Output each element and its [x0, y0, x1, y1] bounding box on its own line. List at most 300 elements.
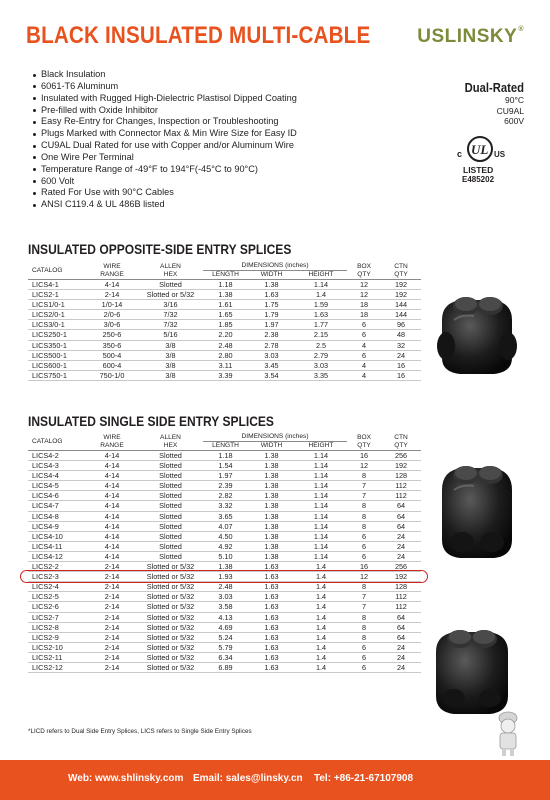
table-cell: 6: [347, 551, 381, 561]
table-cell: 7: [347, 481, 381, 491]
table-cell: 1.63: [248, 612, 295, 622]
table-cell: 24: [381, 350, 421, 360]
table-row: [28, 612, 421, 622]
table-cell: 1.4: [295, 290, 347, 300]
table-cell: 4-14: [86, 551, 138, 561]
table-row: [28, 622, 421, 632]
table-row: [28, 350, 421, 360]
table-cell: 6: [347, 350, 381, 360]
table-cell: 1.38: [248, 541, 295, 551]
table-row: [28, 330, 421, 340]
catalog-cell: LICS600-1: [28, 360, 86, 370]
phone-number[interactable]: Tel: +86-21-67107908: [314, 773, 414, 784]
table-cell: 1.65: [203, 310, 248, 320]
table-cell: 2-14: [86, 662, 138, 672]
table-cell: 1.63: [295, 310, 347, 320]
table-cell: 2.5: [295, 340, 347, 350]
table-cell: 12: [347, 461, 381, 471]
table-cell: 1.14: [295, 531, 347, 541]
table-row: [28, 652, 421, 662]
catalog-cell: LICS4-4: [28, 471, 86, 481]
table-cell: Slotted or 5/32: [138, 592, 203, 602]
table-cell: Slotted: [138, 551, 203, 561]
table-cell: 3/8: [138, 360, 203, 370]
catalog-cell: LICS4-8: [28, 511, 86, 521]
catalog-cell: LICS350-1: [28, 340, 86, 350]
feature-item: Insulated with Rugged High-Dielectric Plastisol Dipped Coating: [33, 93, 297, 105]
table-cell: 3/8: [138, 370, 203, 380]
table-cell: 4-14: [86, 501, 138, 511]
table-cell: 1.63: [248, 622, 295, 632]
table-cell: 1.93: [203, 572, 248, 582]
table-cell: 4.07: [203, 521, 248, 531]
table-cell: Slotted or 5/32: [138, 622, 203, 632]
table-cell: 1.4: [295, 632, 347, 642]
feature-item: Black Insulation: [33, 69, 297, 81]
table-row: [28, 360, 421, 370]
table-cell: 4.69: [203, 622, 248, 632]
col-width: WIDTH: [248, 442, 295, 451]
table-cell: Slotted or 5/32: [138, 662, 203, 672]
opposite-side-table: [28, 262, 421, 381]
catalog-cell: LICS2-10: [28, 642, 86, 652]
table-cell: 1.38: [203, 562, 248, 572]
feature-list: [33, 69, 297, 211]
col-height: HEIGHT: [295, 271, 347, 280]
table-cell: 7: [347, 592, 381, 602]
table-cell: Slotted: [138, 531, 203, 541]
table-cell: 18: [347, 310, 381, 320]
table-cell: 112: [381, 481, 421, 491]
mascot-icon: [493, 708, 523, 758]
ul-c-label: c: [457, 149, 463, 159]
feature-item: Plugs Marked with Connector Max & Min Wire Size for Easy ID: [33, 128, 297, 140]
table-row: [28, 632, 421, 642]
table-cell: 1.63: [248, 592, 295, 602]
table-cell: 3.45: [248, 360, 295, 370]
table-cell: 1.38: [248, 511, 295, 521]
table-cell: Slotted or 5/32: [138, 602, 203, 612]
table-cell: 1.38: [248, 531, 295, 541]
table-cell: 16: [347, 451, 381, 461]
catalog-cell: LICS1/0-1: [28, 300, 86, 310]
table-cell: 1.14: [295, 541, 347, 551]
table-cell: Slotted: [138, 280, 203, 290]
catalog-cell: LICS4-9: [28, 521, 86, 531]
footnote: *LICD refers to Dual Side Entry Splices, LICS refers to Single Side Entry Splices: [28, 728, 252, 735]
table-cell: 2.80: [203, 350, 248, 360]
section-title-opposite-side: INSULATED OPPOSITE-SIDE ENTRY SPLICES: [28, 241, 292, 257]
table-cell: 3.39: [203, 370, 248, 380]
table-cell: Slotted or 5/32: [138, 572, 203, 582]
table-cell: Slotted: [138, 471, 203, 481]
table-cell: 6: [347, 320, 381, 330]
catalog-cell: LICS2-1: [28, 290, 86, 300]
table-cell: 1.54: [203, 461, 248, 471]
table-row: [28, 551, 421, 561]
table-cell: 7/32: [138, 320, 203, 330]
table-cell: 6: [347, 330, 381, 340]
table-cell: 3.35: [295, 370, 347, 380]
table-cell: 1.63: [248, 582, 295, 592]
page-title: BLACK INSULATED MULTI-CABLE: [26, 22, 371, 49]
table-row: [28, 511, 421, 521]
rating-block: [458, 81, 524, 127]
table-cell: 6: [347, 652, 381, 662]
table-cell: 24: [381, 541, 421, 551]
table-row: [28, 481, 421, 491]
table-cell: 4: [347, 340, 381, 350]
catalog-cell: LICS500-1: [28, 350, 86, 360]
table-cell: 6.89: [203, 662, 248, 672]
col-catalog: CATALOG: [28, 262, 86, 280]
table-cell: 256: [381, 562, 421, 572]
table-cell: 1.63: [248, 662, 295, 672]
single-side-table: [28, 433, 421, 673]
table-cell: 8: [347, 632, 381, 642]
table-cell: 4.13: [203, 612, 248, 622]
contact-footer: [0, 760, 550, 800]
table-cell: 8: [347, 511, 381, 521]
rating-temp: 90°C: [505, 95, 524, 105]
brand-name: USLINSKY: [417, 26, 518, 47]
table-row: [28, 290, 421, 300]
table-cell: 4-14: [86, 531, 138, 541]
table-cell: 112: [381, 491, 421, 501]
col-width: WIDTH: [248, 271, 295, 280]
table-cell: 1.38: [248, 451, 295, 461]
table-cell: 2.20: [203, 330, 248, 340]
table-cell: 192: [381, 290, 421, 300]
opposite-side-rows: [28, 280, 421, 381]
table-cell: 64: [381, 612, 421, 622]
table-cell: Slotted or 5/32: [138, 652, 203, 662]
table-cell: 2-14: [86, 642, 138, 652]
table-cell: 24: [381, 652, 421, 662]
table-cell: 1.63: [248, 572, 295, 582]
table-cell: 2.39: [203, 481, 248, 491]
table-cell: 2.15: [295, 330, 347, 340]
catalog-cell: LICS4-7: [28, 501, 86, 511]
table-cell: 1.4: [295, 572, 347, 582]
col-length: LENGTH: [203, 271, 248, 280]
table-cell: 6.34: [203, 652, 248, 662]
feature-item: Easy Re-Entry for Changes, Inspection or Troubleshooting: [33, 116, 297, 128]
table-cell: 4-14: [86, 481, 138, 491]
table-cell: 2-14: [86, 652, 138, 662]
col-allen-hex: ALLEN HEX: [138, 262, 203, 280]
table-cell: 4: [347, 370, 381, 380]
col-wire-range: WIRE RANGE: [86, 433, 138, 451]
table-cell: 1.4: [295, 612, 347, 622]
table-row: [28, 531, 421, 541]
table-cell: 3.03: [248, 350, 295, 360]
table-cell: 1.38: [203, 290, 248, 300]
feature-item: Pre-filled with Oxide Inhibitor: [33, 105, 297, 117]
table-cell: 4-14: [86, 451, 138, 461]
catalog-cell: LICS4-11: [28, 541, 86, 551]
table-cell: 64: [381, 632, 421, 642]
table-cell: 1.14: [295, 551, 347, 561]
table-cell: 1.14: [295, 511, 347, 521]
catalog-cell: LICS2-3: [28, 572, 86, 582]
table-cell: Slotted: [138, 461, 203, 471]
table-cell: 7: [347, 602, 381, 612]
col-box-qty: BOX QTY: [347, 262, 381, 280]
col-catalog: CATALOG: [28, 433, 86, 451]
table-cell: 1.85: [203, 320, 248, 330]
table-cell: 1.4: [295, 592, 347, 602]
rating-title: Dual-Rated: [464, 81, 524, 95]
table-cell: 4-14: [86, 471, 138, 481]
feature-item: Temperature Range of -49°F to 194°F(-45°C to 90°C): [33, 164, 297, 176]
table-cell: 18: [347, 300, 381, 310]
table-cell: 1.63: [248, 602, 295, 612]
col-box-qty: BOX QTY: [347, 433, 381, 451]
table-cell: 24: [381, 642, 421, 652]
catalog-cell: LICS4-12: [28, 551, 86, 561]
table-cell: 1.59: [295, 300, 347, 310]
table-cell: 750-1/0: [86, 370, 138, 380]
catalog-cell: LICS4-6: [28, 491, 86, 501]
catalog-cell: LICS4-5: [28, 481, 86, 491]
table-cell: 1.4: [295, 642, 347, 652]
table-row: [28, 582, 421, 592]
table-cell: 4.92: [203, 541, 248, 551]
table-cell: 144: [381, 300, 421, 310]
opposite-side-splice-image: [432, 280, 522, 388]
table-cell: 3.54: [248, 370, 295, 380]
col-height: HEIGHT: [295, 442, 347, 451]
table-cell: 2.82: [203, 491, 248, 501]
table-cell: 112: [381, 592, 421, 602]
table-cell: 12: [347, 572, 381, 582]
table-cell: 1.63: [248, 632, 295, 642]
table-cell: 2-14: [86, 290, 138, 300]
table-row: [28, 340, 421, 350]
single-side-rows: [28, 451, 421, 673]
col-ctn-qty: CTN QTY: [381, 433, 421, 451]
table-cell: 3/16: [138, 300, 203, 310]
table-cell: 1.14: [295, 501, 347, 511]
rating-material: CU9AL: [496, 105, 524, 116]
table-cell: 1.14: [295, 521, 347, 531]
table-cell: 3.03: [203, 592, 248, 602]
table-row: [28, 521, 421, 531]
table-row: [28, 320, 421, 330]
table-row: [28, 501, 421, 511]
table-cell: 5.79: [203, 642, 248, 652]
table-cell: 1.38: [248, 461, 295, 471]
table-row: [28, 491, 421, 501]
table-row: [28, 592, 421, 602]
table-cell: 1.18: [203, 451, 248, 461]
table-cell: 3.58: [203, 602, 248, 612]
table-cell: 12: [347, 290, 381, 300]
table-cell: 2.78: [248, 340, 295, 350]
table-cell: 2-14: [86, 612, 138, 622]
table-cell: 16: [347, 562, 381, 572]
table-cell: 2-14: [86, 602, 138, 612]
table-cell: 1.38: [248, 280, 295, 290]
table-cell: 96: [381, 320, 421, 330]
table-cell: 1.4: [295, 582, 347, 592]
table-cell: Slotted: [138, 511, 203, 521]
table-row: [28, 280, 421, 290]
table-cell: 1.14: [295, 461, 347, 471]
table-cell: 500-4: [86, 350, 138, 360]
table-cell: 1.61: [203, 300, 248, 310]
single-side-splice-image: [432, 460, 522, 568]
table-cell: 1.77: [295, 320, 347, 330]
table-cell: 32: [381, 340, 421, 350]
ul-letters: UL: [471, 142, 489, 157]
table-cell: 1.63: [248, 290, 295, 300]
table-cell: 8: [347, 501, 381, 511]
catalog-cell: LICS2/0-1: [28, 310, 86, 320]
table-row: [28, 541, 421, 551]
ul-file-number: E485202: [462, 175, 495, 184]
table-cell: 192: [381, 461, 421, 471]
trademark-mark: ®: [518, 26, 524, 33]
table-cell: 8: [347, 582, 381, 592]
col-ctn-qty: CTN QTY: [381, 262, 421, 280]
table-cell: Slotted or 5/32: [138, 290, 203, 300]
table-cell: 2-14: [86, 592, 138, 602]
table-cell: 3.03: [295, 360, 347, 370]
catalog-cell: LICS4-1: [28, 280, 86, 290]
table-cell: 8: [347, 471, 381, 481]
table-cell: 2.79: [295, 350, 347, 360]
catalog-cell: LICS2-2: [28, 562, 86, 572]
table-cell: 1.38: [248, 521, 295, 531]
table-cell: 4-14: [86, 541, 138, 551]
single-side-splice-small-image: [424, 624, 520, 720]
table-cell: 2.48: [203, 582, 248, 592]
table-cell: 1.14: [295, 491, 347, 501]
table-cell: 7/32: [138, 310, 203, 320]
table-cell: 1.63: [248, 642, 295, 652]
table-cell: 4: [347, 360, 381, 370]
table-cell: 128: [381, 582, 421, 592]
table-cell: 24: [381, 662, 421, 672]
table-cell: 12: [347, 280, 381, 290]
table-cell: 48: [381, 330, 421, 340]
table-cell: 1.18: [203, 280, 248, 290]
table-cell: 3.65: [203, 511, 248, 521]
table-cell: Slotted or 5/32: [138, 632, 203, 642]
table-cell: 2-14: [86, 622, 138, 632]
table-cell: 2-14: [86, 572, 138, 582]
table-cell: 1.63: [248, 562, 295, 572]
highlighted-row-outline: [20, 570, 428, 583]
ul-us-label: US: [494, 150, 506, 159]
table-cell: 2/0-6: [86, 310, 138, 320]
email-link[interactable]: Email: sales@linsky.cn: [193, 773, 303, 784]
table-cell: 2.38: [248, 330, 295, 340]
table-cell: 64: [381, 622, 421, 632]
table-cell: 3/0-6: [86, 320, 138, 330]
ul-listed-label: LISTED: [463, 165, 494, 175]
table-row: [28, 370, 421, 380]
feature-item: ANSI C119.4 & UL 486B listed: [33, 199, 297, 211]
table-cell: 600-4: [86, 360, 138, 370]
catalog-cell: LICS2-6: [28, 602, 86, 612]
table-cell: 112: [381, 602, 421, 612]
table-cell: 1.4: [295, 652, 347, 662]
table-cell: 256: [381, 451, 421, 461]
table-cell: 24: [381, 531, 421, 541]
catalog-cell: LICS4-10: [28, 531, 86, 541]
table-cell: 128: [381, 471, 421, 481]
table-cell: 4-14: [86, 511, 138, 521]
table-cell: 1.38: [248, 491, 295, 501]
table-cell: 64: [381, 501, 421, 511]
feature-item: Rated For Use with 90°C Cables: [33, 187, 297, 199]
table-cell: 1.4: [295, 662, 347, 672]
table-cell: 3/8: [138, 340, 203, 350]
table-cell: Slotted or 5/32: [138, 612, 203, 622]
table-cell: 8: [347, 622, 381, 632]
table-row: [28, 451, 421, 461]
table-cell: 5.24: [203, 632, 248, 642]
website-link[interactable]: Web: www.shlinsky.com: [68, 773, 184, 784]
catalog-cell: LICS2-5: [28, 592, 86, 602]
col-allen-hex: ALLEN HEX: [138, 433, 203, 451]
table-cell: 8: [347, 521, 381, 531]
table-cell: Slotted: [138, 541, 203, 551]
table-cell: 2-14: [86, 582, 138, 592]
table-cell: 6: [347, 531, 381, 541]
table-cell: 144: [381, 310, 421, 320]
table-row: [28, 310, 421, 320]
table-cell: 64: [381, 511, 421, 521]
table-cell: 1.38: [248, 501, 295, 511]
catalog-cell: LICS750-1: [28, 370, 86, 380]
table-cell: 4-14: [86, 521, 138, 531]
table-cell: 7: [347, 491, 381, 501]
table-cell: Slotted: [138, 521, 203, 531]
table-cell: 4-14: [86, 491, 138, 501]
table-cell: 1.4: [295, 562, 347, 572]
table-row: [28, 642, 421, 652]
table-cell: 1.63: [248, 652, 295, 662]
feature-item: 6061-T6 Aluminum: [33, 81, 297, 93]
table-row: [28, 461, 421, 471]
table-cell: 1.14: [295, 451, 347, 461]
table-cell: 1.97: [203, 471, 248, 481]
table-cell: Slotted: [138, 481, 203, 491]
table-cell: 4.50: [203, 531, 248, 541]
table-cell: Slotted or 5/32: [138, 562, 203, 572]
table-cell: 24: [381, 551, 421, 561]
catalog-cell: LICS2-8: [28, 622, 86, 632]
table-cell: 1/0-14: [86, 300, 138, 310]
table-cell: 1.14: [295, 481, 347, 491]
table-cell: 192: [381, 280, 421, 290]
table-row: [28, 602, 421, 612]
table-cell: 6: [347, 662, 381, 672]
table-cell: 6: [347, 541, 381, 551]
col-dimensions: DIMENSIONS (inches): [203, 262, 347, 271]
catalog-cell: LICS3/0-1: [28, 320, 86, 330]
col-length: LENGTH: [203, 442, 248, 451]
feature-item: CU9AL Dual Rated for use with Copper and/or Aluminum Wire: [33, 140, 297, 152]
table-cell: 3.11: [203, 360, 248, 370]
catalog-cell: LICS2-7: [28, 612, 86, 622]
table-cell: 1.4: [295, 622, 347, 632]
table-cell: 2.48: [203, 340, 248, 350]
